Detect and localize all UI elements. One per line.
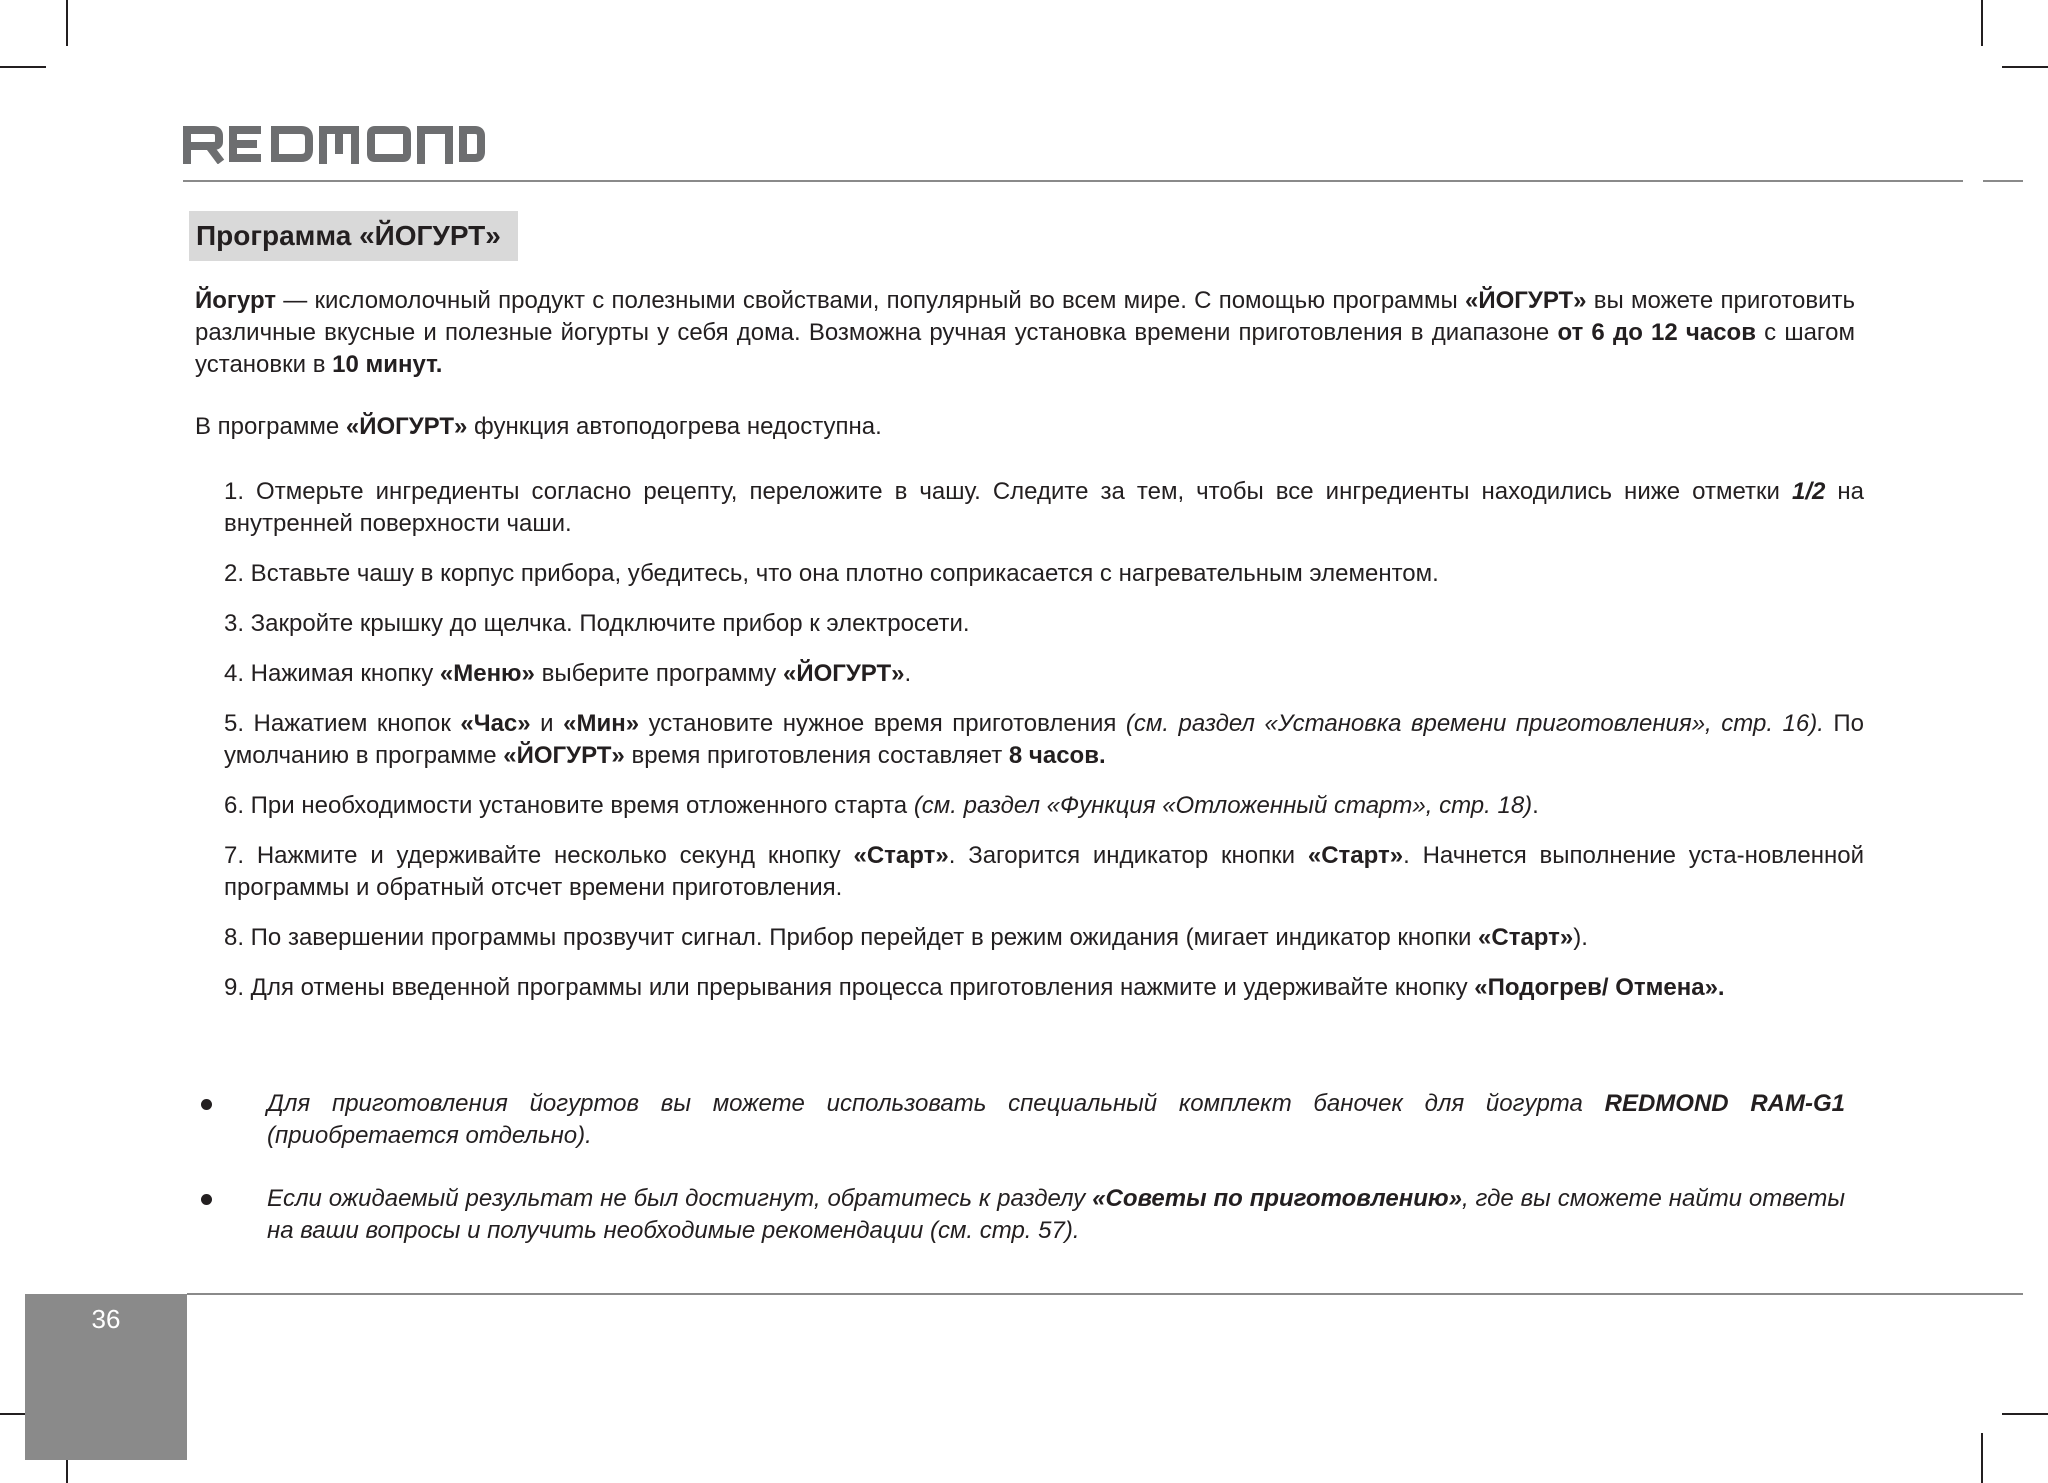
step-6: 6. При необходимости установите время отложенного старта (см. раздел «Функция «Отложенный старт», стр. 18). [224,792,1539,819]
crop-mark [0,66,46,68]
bullet-dot-icon [201,1099,212,1110]
note-bullet-1: Для приготовления йогуртов вы можете использовать специальный комплект баночек для йогурта REDMOND RAM-G1 (приобретается отдельно). [195,1088,1845,1152]
step-3: 3. Закройте крышку до щелчка. Подключите прибор к электросети. [224,610,970,637]
bullet-dot-icon [201,1194,212,1205]
intro-paragraph: Йогурт — кисломолочный продукт с полезными свойствами, популярный во всем мире. С помощью программы «ЙОГУРТ» вы можете приготовить различные вкусные и полезные йогурты у себя дома. Возможна ручная установка времени приготовления в диапазоне от 6 до 12 часов с шагом установки в 10 минут. [195,287,1856,378]
page-number: 36 [91,1304,121,1334]
step-1: 1. Отмерьте ингредиенты согласно рецепту, переложите в чашу. Следите за тем, чтобы все ингредиенты находились ниже отметки 1/2 на внутренней поверхности чаши. [224,478,1865,537]
note-bullet-2: Если ожидаемый результат не был достигнут, обратитесь к разделу «Советы по приготовлению», где вы сможете найти ответы на ваши вопросы и получить необходимые рекомендации (см. стр. 57). [195,1183,1845,1247]
header-rule-right [1983,180,2023,182]
crop-mark [2002,1413,2048,1415]
page-number-box [25,1294,187,1460]
header-rule [183,180,1963,182]
crop-mark [2002,66,2048,68]
step-4: 4. Нажимая кнопку «Меню» выберите программу «ЙОГУРТ». [224,660,912,687]
steps-list [224,476,1864,1022]
step-5: 5. Нажатием кнопок «Час» и «Мин» установите нужное время приготовления (см. раздел «Установка времени приготовления», стр. 16). По умолчанию в программе «ЙОГУРТ» время приготовления составляет 8 часов. [224,710,1865,769]
section-title: Программа «ЙОГУРТ» [189,211,518,261]
step-9: 9. Для отмены введенной программы или прерывания процесса приготовления нажмите и удерживайте кнопку «Подогрев/ Отмена». [224,974,1725,1001]
footer-rule [187,1293,2023,1295]
notes-list [195,1088,1845,1278]
crop-mark [1981,1433,1983,1483]
crop-mark [66,0,68,46]
step-8: 8. По завершении программы прозвучит сигнал. Прибор перейдет в режим ожидания (мигает индикатор кнопки «Старт»). [224,924,1588,951]
step-2: 2. Вставьте чашу в корпус прибора, убедитесь, что она плотно соприкасается с нагревательным элементом. [224,560,1439,587]
step-7: 7. Нажмите и удерживайте несколько секунд кнопку «Старт». Загорится индикатор кнопки «Старт». Начнется выполнение уста-новленной программы и обратный отсчет времени приготовления. [224,842,1864,901]
redmond-logo [183,124,485,169]
autoheat-note: В программе «ЙОГУРТ» функция автоподогрева недоступна. [195,413,882,440]
intro-term: Йогурт [195,287,277,314]
crop-mark [1981,0,1983,46]
